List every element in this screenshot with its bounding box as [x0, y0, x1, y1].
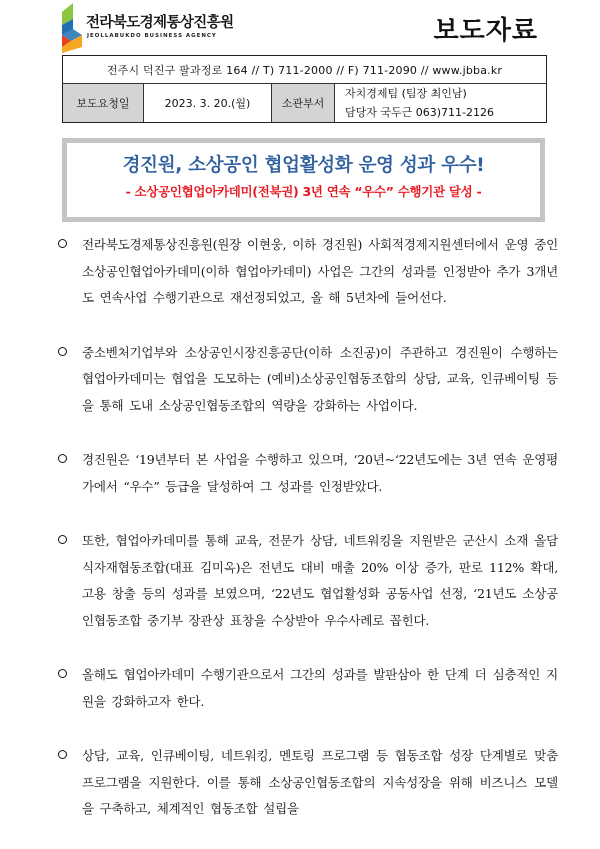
circle-bullet-icon [58, 454, 67, 463]
logo-mark-icon [58, 3, 82, 53]
address-row [63, 56, 547, 84]
department-label: 소관부서 [272, 84, 335, 123]
request-date-value: 2023. 3. 20.(월) [144, 84, 272, 123]
org-logo [58, 3, 258, 53]
circle-bullet-icon [58, 535, 67, 544]
headline-box [62, 138, 545, 222]
circle-bullet-icon [58, 750, 67, 759]
body-paragraph [58, 528, 558, 634]
headline-subtitle: - 소상공인협업아카데미(전북권) 3년 연속 “우수” 수행기관 달성 - [125, 184, 482, 199]
body-paragraph [58, 232, 558, 312]
circle-bullet-icon [58, 347, 67, 356]
paragraph-text: 경진원은 ‘19년부터 본 사업을 수행하고 있으며, ‘20년~‘22년도에는 3년 연속 운영평가에서 “우수” 등급을 달성하여 그 성과를 인정받았다. [82, 452, 558, 494]
paragraph-text: 전라북도경제통상진흥원(원장 이현웅, 이하 경진원) 사회적경제지원센터에서 운영 중인 소상공인협업아카데미(이하 협업아카데미) 사업은 그간의 성과를 인정받아 추가 3개년도 연속사업 수행기관으로 재선정되었고, 올 해 5년차에 들어선다. [82, 237, 558, 305]
org-name-english: JEOLLABUKDO BUSINESS AGENCY [87, 33, 217, 39]
paragraph-text: 또한, 협업아카데미를 통해 교육, 전문가 상담, 네트워킹을 지원받은 군산시 소재 올담식자재협동조합(대표 김미옥)은 전년도 대비 매출 20% 이상 증가, 판로 112% 확대, 고용 창출 등의 성과를 보였으며, ‘22년도 협업활성화 공동사업 선정, ‘21년도 소상공인협동조합 중기부 장관상 표창을 수상받아 우수사례로 꼽힌다. [82, 533, 558, 628]
paragraph-text: 올해도 협업아카데미 수행기관으로서 그간의 성과를 발판삼아 한 단계 더 심층적인 지원을 강화하고자 한다. [82, 667, 558, 709]
department-contact [335, 84, 547, 123]
document-type-heading: 보도자료 [433, 16, 538, 46]
meta-row [63, 84, 547, 123]
body-paragraph [58, 340, 558, 420]
department-team: 자치경제팀 (팀장 최인남) [345, 87, 467, 100]
headline-title: 경진원, 소상공인 협업활성화 운영 성과 우수! [122, 155, 485, 176]
press-release-body [58, 232, 558, 823]
circle-bullet-icon [58, 239, 67, 248]
paragraph-text: 상담, 교육, 인큐베이팅, 네트워킹, 멘토링 프로그램 등 협동조합 성장 단계별로 맞춤 프로그램을 지원한다. 이를 통해 소상공인협동조합의 지속성장을 위해 비즈니스 모델을 구축하고, 체계적인 협동조합 설립을 [82, 748, 558, 816]
circle-bullet-icon [58, 669, 67, 678]
request-date-label: 보도요청일 [63, 84, 144, 123]
org-name: 전라북도경제통상진흥원 [86, 15, 234, 31]
department-contact-person: 담당자 국두근 063)711-2126 [345, 106, 494, 119]
paragraph-text: 중소벤처기업부와 소상공인시장진흥공단(이하 소진공)이 주관하고 경진원이 수행하는 협업아카데미는 협업을 도모하는 (예비)소상공인협동조합의 상담, 교육, 인큐베이팅 등을 통해 도내 소상공인협동조합의 역량을 강화하는 사업이다. [82, 344, 558, 413]
body-paragraph [58, 743, 558, 823]
body-paragraph [58, 662, 558, 715]
press-info-table [62, 55, 547, 123]
body-paragraph [58, 447, 558, 500]
address-line: 전주시 덕진구 팔과정로 164 // T) 711-2000 // F) 711-2090 // www.jbba.kr [63, 56, 547, 84]
